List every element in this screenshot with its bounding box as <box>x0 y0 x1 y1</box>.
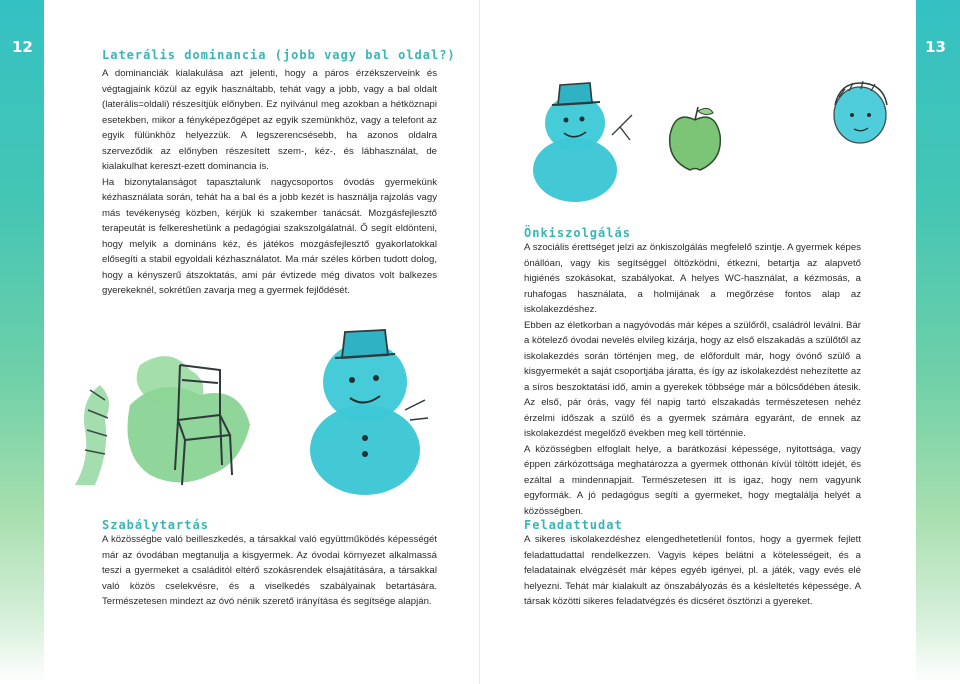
right-page <box>480 0 960 684</box>
task-paragraph-1: A sikeres iskolakezdéshez elengedhetetlenül fontos, hogy a gyermek fejlett feladattudattal rendelkezzen. Vagyis képes belátni a kötelességeit, és a feladatainak elvégzését már képes egyéb igényei, pl. a játék, vagy evés elé helyezni. Tehát már kialakult az önszabályozás és a késleltetés képessége. A társak közötti sikeres feladatvégzés és dicséret ösztönzi a gyereket. <box>524 534 861 607</box>
left-color-strip <box>0 0 44 684</box>
dominance-paragraph-1: A dominanciák kialakulása azt jelenti, hogy a páros érzékszerveink és végtagjaink közül az egyik használtabb, tehát vagy a jobb, vagy a bal oldalt (laterális=oldali) részesítjük előnyben. Ez nyilvánul meg azokban a hétköznapi esetekben, mikor a fényképezőgépet az egyik szemünkhöz, vagy a telefont az egyik fülünkhöz helyezzük. A legszerencsésebb, ha azonos oldalra szerveződik az előnyben részesített szem-, kéz-, és lábhasználat, de kialakulhat kereszt-ezett dominancia is. <box>102 68 437 172</box>
chair-icon <box>120 345 260 495</box>
selfcare-paragraph-3: A közösségben elfoglalt helye, a barátkozási képessége, nyitottsága, vagy éppen zárkózottsága meghatározza a gyermek otthonán kívül töltött idejét, és ezáltal a mindennapjait. Természetesen itt is igaz, hogy nem vagyunk egyformák. A jó pedagógus segíti a gyermeket, hogy megtalálja helyét a közösségben. <box>524 443 861 517</box>
selfcare-paragraph-2: Ebben az életkorban a nagyóvodás már képes a szülőről, családról leválni. Bár a kötelező óvodai nevelés elvileg kizárja, hogy az első elszakadás a szülőtől az iskolakezdés során történjen meg, de előfordult már, hogy óvónő szülő a kisgyermekét a saját csoportjába járatta, és így az iskolakezdést nehezítette az a síros beszoktatási idő, amin a gyerekek többsége már a bölcsődében átesik. Az első, pár órás, vagy fél napig tartó elszakadás természetesen nehéz érzelmi időszak a szülő és a gyermek számára egyaránt, de ennek az iskolakezdést megelőző években meg kell történnie. <box>524 319 861 439</box>
task-heading: Feladattudat <box>524 518 623 532</box>
right-color-strip <box>916 0 960 684</box>
apple-icon <box>665 105 725 175</box>
snowman-icon <box>300 320 430 500</box>
child-face-icon <box>825 75 895 150</box>
selfcare-heading: Önkiszolgálás <box>524 226 631 240</box>
task-text <box>524 532 861 610</box>
selfcare-paragraph-1: A szociális érettséget jelzi az önkiszolgálás megfelelő szintje. A gyermek képes önállóan, vagy kis segítséggel öltözködni, étkezni, betartja az alapvető higiénés szokásokat, szabályokat. A helyes WC-használat, a kézmosás, a ruhafogas használata, a holmijának a megőrzése fontos alap az iskolakezdéshez. <box>524 242 861 315</box>
rules-paragraph-1: A közösségbe való beilleszkedés, a társakkal való együttműködés képességét már az óvodában megtanulja a kisgyermek. Az óvodai környezet alkalmassá teszi a gyermeket a családitól eltérő szokásrendek elsajátítására, a társakkal való közös cselekvésre, és a viselkedés szabályainak betartására. Természetesen mindezt az óvó nénik szerető irányítása és segítsége alapján. <box>102 534 437 607</box>
page-number-right: 13 <box>925 38 946 56</box>
rules-text <box>102 532 437 610</box>
dominance-heading: Laterális dominancia (jobb vagy bal oldal?) <box>102 48 456 62</box>
scarf-icon <box>60 380 120 490</box>
rules-heading: Szabálytartás <box>102 518 209 532</box>
dominance-text <box>102 66 437 299</box>
selfcare-text <box>524 240 861 519</box>
dominance-paragraph-2: Ha bizonytalanságot tapasztalunk nagycsoportos óvodás gyermekünk kézhasználata során, tehát ha a bal és a jobb kezét is használja rajzolás vagy más tevékenység közben, kérjük ki szakember tanácsát. Mozgásfejlesztő terapeutát is felkereshetünk a pedagógiai szakszolgálatnál. Ő segít eldönteni, hogy melyik a domináns kéz, és játékos mozgásfejlesztő gyakorlatokkal elősegíti a stabil egyoldali kézhasználatot. Ma már széles körben tudott dolog, hogy a kényszerű átszoktatás, ami pár évtizede még divatos volt balkezes gyerekeknél, sokrétűen zavarja meg a gyermek fejlődését. <box>102 176 437 296</box>
snowman-icon <box>520 75 640 205</box>
page-number-left: 12 <box>12 38 33 56</box>
